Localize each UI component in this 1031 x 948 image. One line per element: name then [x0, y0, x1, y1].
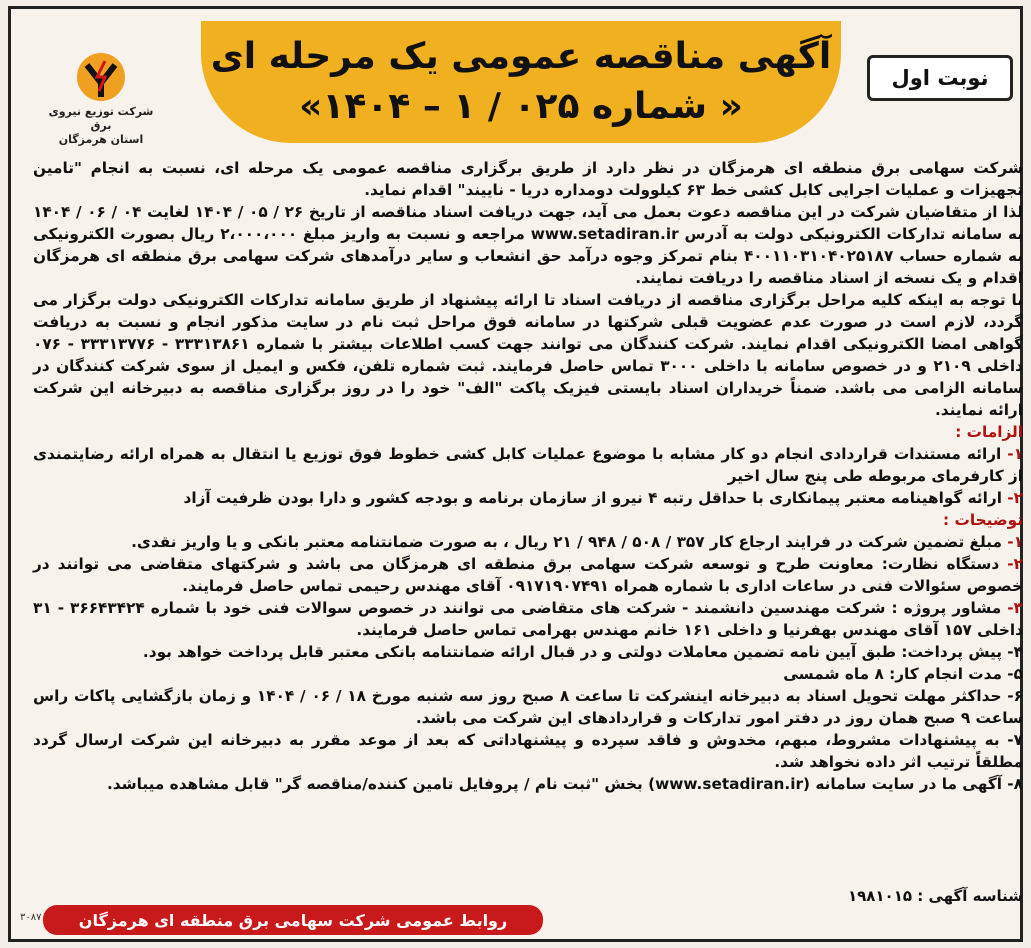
public-relations-banner: روابط عمومی شرکت سهامی برق منطقه ای هرمزگان — [43, 905, 543, 935]
intro-paragraph-1: شرکت سهامی برق منطقه ای هرمزگان در نظر دارد از طریق برگزاری مناقصه عمومی یک مرحله ای، نسبت به انجام "تامین تجهیزات و عملیات اجرایی کابل کشی خط ۶۳ کیلوولت دومداره دریا - ناییند" اقدام نماید. — [33, 159, 1023, 199]
page-code: ۳۰۸۷ — [20, 912, 42, 923]
note-text: آگهی ما در سایت سامانه (www.setadiran.ir) بخش "ثبت نام / پروفایل تامین کننده/مناقصه گر" قابل مشاهده میباشد. — [106, 775, 1008, 793]
requirements-heading: الزامات : — [955, 423, 1023, 441]
logo-line2: استان هرمزگان — [58, 133, 144, 146]
tender-notice — [8, 6, 1023, 942]
power-distribution-logo-icon — [71, 49, 131, 105]
note-item — [33, 553, 1023, 597]
intro-paragraph-3: با توجه به اینکه کلیه مراحل برگزاری مناقصه از دریافت اسناد تا ارائه پیشنهاد از طریق سامانه تدارکات الکترونیکی دولت برگزار می گردد، لازم است در صورت عدم عضویت قبلی شرکتها در سامانه فوق مراحل ثبت نام در سایت مذکور انجام و نسبت به دریافت گواهی امضا الکترونیکی اقدام نمایند. شرکت کنندگان می توانند جهت کسب اطلاعات بیشتر با شماره ۳۳۳۱۳۸۶۱ - ۳۳۳۱۳۷۷۶ - ۰۷۶ داخلی ۲۱۰۹ و در خصوص سامانه با داخلی ۳۰۰۰ تماس حاصل فرمایند. ثبت شماره تلفن، فکس و ایمیل از سوی شرکت کنندگان در سامانه الزامی می باشد. ضمناً خریداران اسناد بایستی فیزیک پاکت "الف" خود را در روز برگزاری مناقصه به دبیرخانه این شرکت ارائه نمایند. — [33, 291, 1024, 419]
note-text: دستگاه نظارت: معاونت طرح و توسعه شرکت سهامی برق منطقه ای هرمزگان می باشد و شرکتهای متقاضی می توانند در خصوص سئوالات فنی در ساعات اداری با شماره همراه ۰۹۱۷۱۹۰۷۴۹۱ آقای مهندس رحیمی تماس حاصل فرمایند. — [33, 555, 1023, 595]
note-text: به پیشنهادات مشروط، مبهم، مخدوش و فاقد سپرده و پیشنهاداتی که بعد از موعد مقرر به دبیرخانه این شرکت ارسال گردد مطلقاً ترتیب اثر داده نخواهد شد. — [33, 731, 1023, 771]
note-number: ۳- — [1007, 599, 1023, 617]
note-number: ۸- — [1007, 775, 1023, 793]
requirement-item — [33, 487, 1023, 509]
requirement-item — [33, 443, 1023, 487]
note-number: ۵- — [1007, 665, 1023, 683]
note-number: ۷- — [1007, 731, 1023, 749]
note-number: ۶- — [1007, 687, 1023, 705]
note-item — [33, 531, 1023, 553]
note-item — [33, 773, 1023, 795]
note-item — [33, 685, 1023, 729]
title-banner — [201, 21, 841, 143]
note-text: مدت انجام کار: ۸ ماه شمسی — [783, 665, 1008, 683]
intro-paragraph-2: لذا از متقاضیان شرکت در این مناقصه دعوت بعمل می آید، جهت دریافت اسناد مناقصه از تاریخ ۲۶ / ۰۵ / ۱۴۰۴ لغایت ۰۴ / ۰۶ / ۱۴۰۴ به سامانه تدارکات الکترونیکی دولت به آدرس www.setadiran.ir مراجعه و نسبت به واریز مبلغ ۲،۰۰۰،۰۰۰ ریال بصورت الکترونیکی به شماره حساب ۴۰۰۱۱۰۳۱۰۴۰۲۵۱۸۷ بنام تمرکز وجوه درآمد حق انشعاب و سایر درآمدهای شرکت سهامی برق منطقه ای هرمزگان اقدام و یک نسخه از اسناد مناقصه را دریافت نمایند. — [33, 203, 1024, 287]
note-number: ۲- — [1007, 555, 1023, 573]
note-text: حداکثر مهلت تحویل اسناد به دبیرخانه اینشرکت تا ساعت ۸ صبح روز سه شنبه مورخ ۱۸ / ۰۶ / ۱۴۰۴ و زمان بازگشایی پاکات راس ساعت ۹ صبح همان روز در دفتر امور تدارکات و قراردادهای این شرکت می باشد. — [33, 687, 1023, 727]
company-logo — [41, 49, 161, 149]
note-item — [33, 597, 1023, 641]
requirement-text: ارائه گواهینامه معتبر پیمانکاری با حداقل رتبه ۴ نیرو از سازمان برنامه و بودجه کشور و دارا بودن ظرفیت آزاد — [183, 489, 1008, 507]
round-badge: نوبت اول — [867, 55, 1013, 101]
notice-title: آگهی مناقصه عمومی یک مرحله ای — [210, 36, 832, 77]
ad-id: شناسه آگهی : ۱۹۸۱۰۱۵ — [847, 887, 1023, 905]
notice-body — [33, 157, 1023, 795]
note-text: مبلغ تضمین شرکت در فرایند ارجاع کار ۳۵۷ / ۵۰۸ / ۹۴۸ / ۲۱ ریال ، به صورت ضمانتنامه معتبر بانکی و یا واریز نقدی. — [131, 533, 1008, 551]
note-number: ۴- — [1007, 643, 1023, 661]
note-number: ۱- — [1007, 533, 1023, 551]
logo-line1: شرکت توزیع نیروی برق — [48, 105, 154, 132]
note-item — [33, 641, 1023, 663]
note-text: مشاور پروژه : شرکت مهندسین دانشمند - شرکت های متقاضی می توانند در خصوص سوالات فنی خود با شماره ۳۶۶۴۳۴۲۴ - ۳۱ داخلی ۱۵۷ آقای مهندس بهفرنیا و داخلی ۱۶۱ خانم مهندس بهرامی تماس حاصل فرمایند. — [33, 599, 1023, 639]
note-text: پیش پرداخت: طبق آیین نامه تضمین معاملات دولتی و در قبال ارائه ضمانتنامه بانکی معتبر قابل پرداخت خواهد بود. — [142, 643, 1008, 661]
requirement-text: ارائه مستندات قراردادی انجام دو کار مشابه با موضوع عملیات کابل کشی خطوط فوق توزیع یا انتقال به همراه ارائه رضایتمندی از کارفرمای مربوطه طی پنج سال اخیر — [33, 445, 1023, 485]
note-item — [33, 663, 1023, 685]
notes-heading: توضیحات : — [943, 511, 1023, 529]
tender-number: « شماره ۰۲۵ / ۱ – ۱۴۰۴» — [299, 86, 743, 127]
requirement-number: ۱- — [1007, 445, 1023, 463]
footer — [33, 887, 1023, 939]
note-item — [33, 729, 1023, 773]
requirement-number: ۲- — [1007, 489, 1023, 507]
